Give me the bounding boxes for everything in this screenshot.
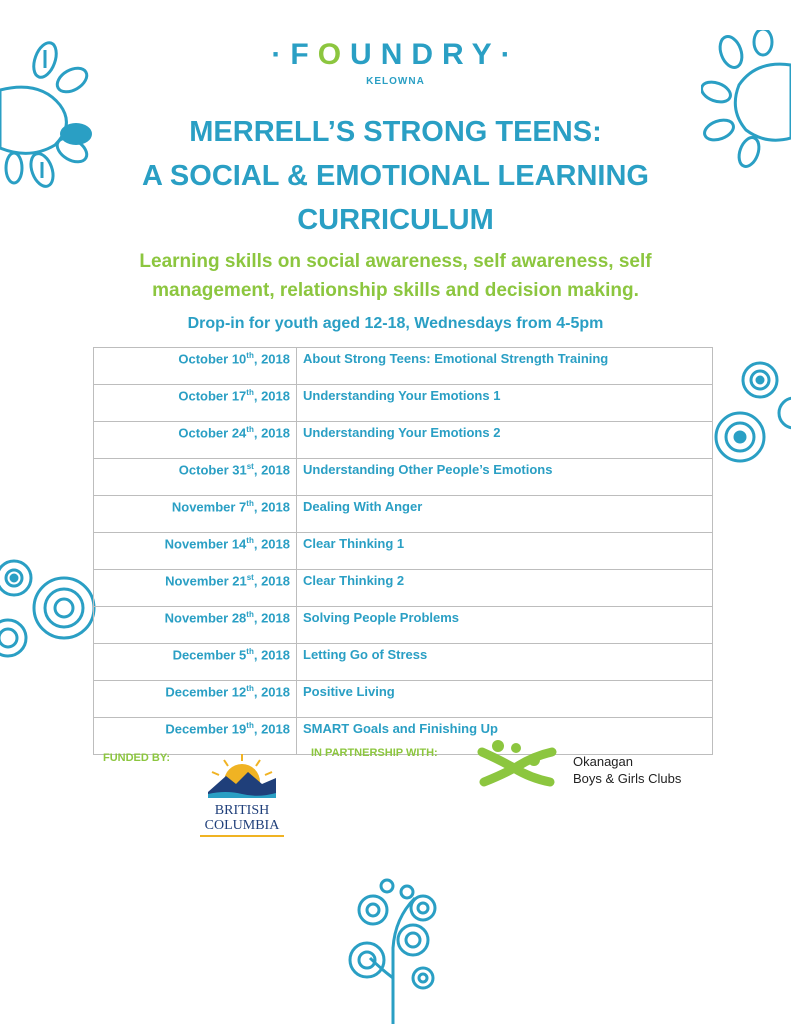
- subtitle-line-2: management, relationship skills and decision making.: [152, 280, 639, 301]
- table-row: [94, 348, 713, 385]
- session-date: October 24th, 2018: [94, 422, 297, 459]
- session-date: October 17th, 2018: [94, 385, 297, 422]
- foundry-logo: [0, 38, 791, 87]
- session-date: November 28th, 2018: [94, 607, 297, 644]
- session-topic: Understanding Your Emotions 1: [297, 385, 713, 422]
- title-line-2: A SOCIAL & EMOTIONAL LEARNING: [142, 160, 649, 192]
- session-date: November 7th, 2018: [94, 496, 297, 533]
- session-date: November 21st, 2018: [94, 570, 297, 607]
- session-topic: Positive Living: [297, 681, 713, 718]
- schedule-table: [93, 347, 713, 755]
- bc-logo-underline: [200, 835, 284, 837]
- partner-name: [573, 753, 681, 787]
- decorative-tree-bottom: [345, 878, 450, 1024]
- table-row: [94, 459, 713, 496]
- subtitle-line-1: Learning skills on social awareness, self awareness, self: [139, 251, 652, 272]
- bc-logo-line-1: BRITISH: [214, 803, 270, 818]
- session-topic: Understanding Other People’s Emotions: [297, 459, 713, 496]
- title-line-1: MERRELL’S STRONG TEENS:: [189, 116, 602, 148]
- funded-by-label: FUNDED BY:: [103, 752, 171, 764]
- british-columbia-logo: [196, 752, 288, 837]
- session-topic: Letting Go of Stress: [297, 644, 713, 681]
- session-topic: About Strong Teens: Emotional Strength Training: [297, 348, 713, 385]
- bc-sun-mountains-icon: [206, 752, 278, 798]
- table-row: [94, 570, 713, 607]
- session-date: October 31st, 2018: [94, 459, 297, 496]
- okanagan-bgc-logo-icon: [474, 738, 558, 794]
- session-date: December 12th, 2018: [94, 681, 297, 718]
- partner-name-line-2: Boys & Girls Clubs: [573, 771, 682, 786]
- partner-name-line-1: Okanagan: [573, 754, 633, 769]
- session-date: November 14th, 2018: [94, 533, 297, 570]
- session-date: December 5th, 2018: [94, 644, 297, 681]
- decorative-circles-right: [712, 355, 791, 475]
- table-row: [94, 644, 713, 681]
- foundry-wordmark: ·FOUNDRY·: [271, 38, 520, 71]
- table-row: [94, 607, 713, 644]
- foundry-location: KELOWNA: [366, 76, 425, 87]
- session-topic: Clear Thinking 1: [297, 533, 713, 570]
- title-line-3: CURRICULUM: [297, 204, 494, 236]
- session-topic: Dealing With Anger: [297, 496, 713, 533]
- bc-logo-line-2: COLUMBIA: [204, 818, 280, 833]
- session-topic: SMART Goals and Finishing Up: [297, 718, 713, 755]
- table-row: [94, 533, 713, 570]
- table-row: [94, 385, 713, 422]
- decorative-circles-left: [0, 550, 100, 670]
- session-topic: Clear Thinking 2: [297, 570, 713, 607]
- session-topic: Understanding Your Emotions 2: [297, 422, 713, 459]
- table-row: [94, 422, 713, 459]
- table-row: [94, 681, 713, 718]
- dropin-info: Drop-in for youth aged 12-18, Wednesdays from 4-5pm: [187, 315, 604, 332]
- session-topic: Solving People Problems: [297, 607, 713, 644]
- session-date: October 10th, 2018: [94, 348, 297, 385]
- subtitle: [100, 247, 691, 305]
- table-row: [94, 496, 713, 533]
- session-date: December 19th, 2018: [94, 718, 297, 755]
- partnership-label: IN PARTNERSHIP WITH:: [311, 747, 438, 759]
- page-title: [0, 110, 791, 242]
